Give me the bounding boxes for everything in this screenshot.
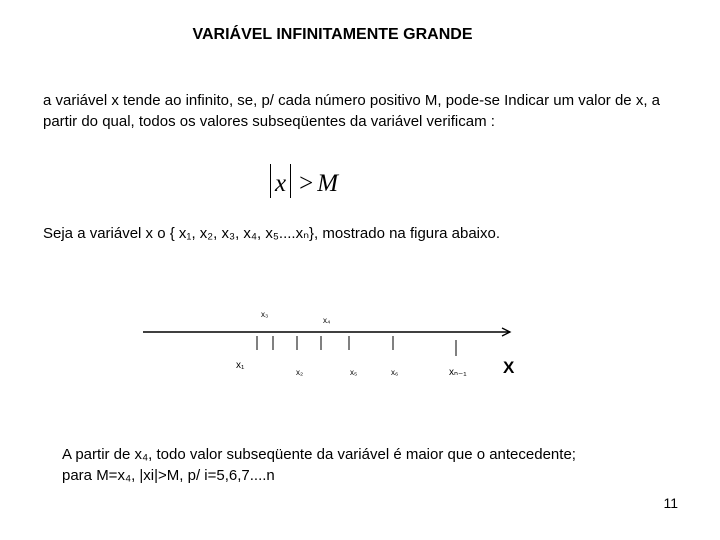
note-line-1: A partir de x₄, todo valor subseqüente da variável é maior que o antecedente; xyxy=(62,446,576,463)
note-line-2: para M=x₄, |xi|>M, p/ i=5,6,7....n xyxy=(62,467,275,484)
definition-paragraph: a variável x tende ao infinito, se, p/ cada número positivo M, pode-se Indicar um valor de x, a partir do qual, todos os valores subseqüentes da variável verificam : xyxy=(43,92,660,130)
formula-rhs: M xyxy=(317,170,339,197)
formula-operator: > xyxy=(299,170,314,197)
label-x2: x₂ xyxy=(296,368,304,377)
conclusion-note xyxy=(62,444,576,486)
label-x3: x₃ xyxy=(261,310,269,319)
label-x5: x₅ xyxy=(350,368,358,377)
label-x1: x₁ xyxy=(236,360,245,371)
page-title: VARIÁVEL INFINITAMENTE GRANDE xyxy=(192,26,473,43)
label-x6: x₆ xyxy=(391,368,399,377)
formula-variable: x xyxy=(275,170,287,197)
label-x4: x₄ xyxy=(323,316,331,325)
sequence-sentence: Seja a variável x o { x₁, x₂, x₃, x₄, x₅....xₙ}, mostrado na figura abaixo. xyxy=(43,225,501,242)
axis-end-label: X xyxy=(503,358,515,377)
label-xn1: xₙ₋₁ xyxy=(449,367,467,378)
page-number: 11 xyxy=(663,495,678,511)
